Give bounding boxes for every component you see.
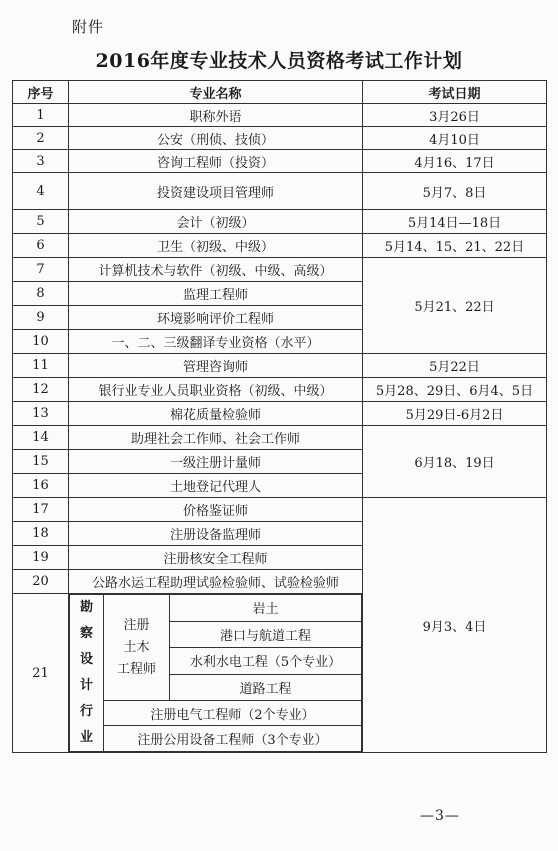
civil-label-part: 土木 — [123, 639, 150, 655]
row-index: 4 — [13, 173, 69, 210]
row-index: 2 — [13, 127, 69, 150]
row-index: 7 — [13, 258, 69, 282]
row-index: 5 — [13, 210, 69, 234]
table-row — [13, 150, 547, 173]
row-index: 3 — [13, 150, 69, 173]
row-name: 卫生（初级、中级） — [69, 234, 363, 258]
row-date: 4月10日 — [363, 127, 547, 150]
row-index: 1 — [13, 104, 69, 127]
civil-item: 道路工程 — [170, 674, 362, 701]
table-row — [13, 104, 547, 127]
page-number: —3— — [420, 808, 460, 824]
table-row — [13, 173, 547, 210]
row-index: 15 — [13, 450, 69, 474]
row-name: 会计（初级） — [69, 210, 363, 234]
category-survey-design — [70, 595, 104, 752]
row-name: 一、二、三级翻译专业资格（水平） — [69, 330, 363, 354]
category-char: 行 — [79, 704, 93, 719]
table-row — [13, 426, 547, 450]
civil-item: 水利水电工程（5个专业） — [170, 648, 362, 675]
row-date: 5月14、15、21、22日 — [363, 234, 547, 258]
table-header-row — [13, 81, 547, 104]
row-index: 21 — [13, 594, 69, 753]
category-char: 设 — [79, 652, 93, 667]
civil-label-part: 工程师 — [116, 661, 156, 677]
civil-item: 岩土 — [170, 595, 362, 622]
electrical-engineer: 注册电气工程师（2个专业） — [104, 701, 362, 726]
row-name: 价格鉴证师 — [69, 498, 363, 522]
row-name: 棉花质量检验师 — [69, 402, 363, 426]
row-name: 监理工程师 — [69, 282, 363, 306]
row-index: 8 — [13, 282, 69, 306]
merged-date: 9月3、4日 — [363, 498, 547, 753]
attachment-label: 附件 — [72, 18, 105, 36]
table-row — [13, 234, 547, 258]
row-name: 投资建设项目管理师 — [69, 173, 363, 210]
row-name: 注册核安全工程师 — [69, 546, 363, 570]
row-index: 19 — [13, 546, 69, 570]
row-name: 助理社会工作师、社会工作师 — [69, 426, 363, 450]
table-row — [13, 210, 547, 234]
row-index: 12 — [13, 378, 69, 402]
column-header-index: 序号 — [13, 81, 69, 104]
table-row — [13, 127, 547, 150]
row-name: 职称外语 — [69, 104, 363, 127]
row-index: 14 — [13, 426, 69, 450]
table-row — [13, 402, 547, 426]
category-char: 察 — [79, 626, 93, 641]
row-date: 5月14日—18日 — [363, 210, 547, 234]
civil-item: 港口与航道工程 — [170, 621, 362, 648]
row-21-detail — [69, 594, 363, 753]
row-name: 咨询工程师（投资） — [69, 150, 363, 173]
row-index: 10 — [13, 330, 69, 354]
row-index: 13 — [13, 402, 69, 426]
table-row — [13, 378, 547, 402]
row-date: 3月26日 — [363, 104, 547, 127]
row-index: 20 — [13, 570, 69, 594]
table-row — [13, 258, 547, 282]
row-name: 管理咨询师 — [69, 354, 363, 378]
row-date: 5月28、29日、6月4、5日 — [363, 378, 547, 402]
row-index: 9 — [13, 306, 69, 330]
row-name: 注册设备监理师 — [69, 522, 363, 546]
row-name: 公安（刑侦、技侦） — [69, 127, 363, 150]
category-char: 业 — [79, 730, 93, 745]
row-index: 18 — [13, 522, 69, 546]
category-char: 勘 — [79, 600, 93, 615]
exam-schedule-table — [12, 80, 547, 753]
civil-label-part: 注册 — [123, 617, 150, 633]
row-name: 一级注册计量师 — [69, 450, 363, 474]
row-name: 环境影响评价工程师 — [69, 306, 363, 330]
row-date: 5月7、8日 — [363, 173, 547, 210]
row-date: 5月22日 — [363, 354, 547, 378]
row-name: 银行业专业人员职业资格（初级、中级） — [69, 378, 363, 402]
row-name: 计算机技术与软件（初级、中级、高级） — [69, 258, 363, 282]
table-row — [13, 498, 547, 522]
column-header-name: 专业名称 — [69, 81, 363, 104]
row-index: 17 — [13, 498, 69, 522]
row-name: 土地登记代理人 — [69, 474, 363, 498]
civil-engineer-label — [104, 595, 170, 701]
row-name: 公路水运工程助理试验检验师、试验检验师 — [69, 570, 363, 594]
row-index: 16 — [13, 474, 69, 498]
row-index: 11 — [13, 354, 69, 378]
category-char: 计 — [79, 678, 93, 693]
row-date: 5月29日-6月2日 — [363, 402, 547, 426]
merged-date: 6月18、19日 — [363, 426, 547, 498]
table-row — [13, 354, 547, 378]
utility-engineer: 注册公用设备工程师（3个专业） — [104, 726, 362, 752]
page-title: 2016年度专业技术人员资格考试工作计划 — [95, 50, 463, 72]
row-date: 4月16、17日 — [363, 150, 547, 173]
merged-date: 5月21、22日 — [363, 258, 547, 354]
column-header-date: 考试日期 — [363, 81, 547, 104]
row-index: 6 — [13, 234, 69, 258]
